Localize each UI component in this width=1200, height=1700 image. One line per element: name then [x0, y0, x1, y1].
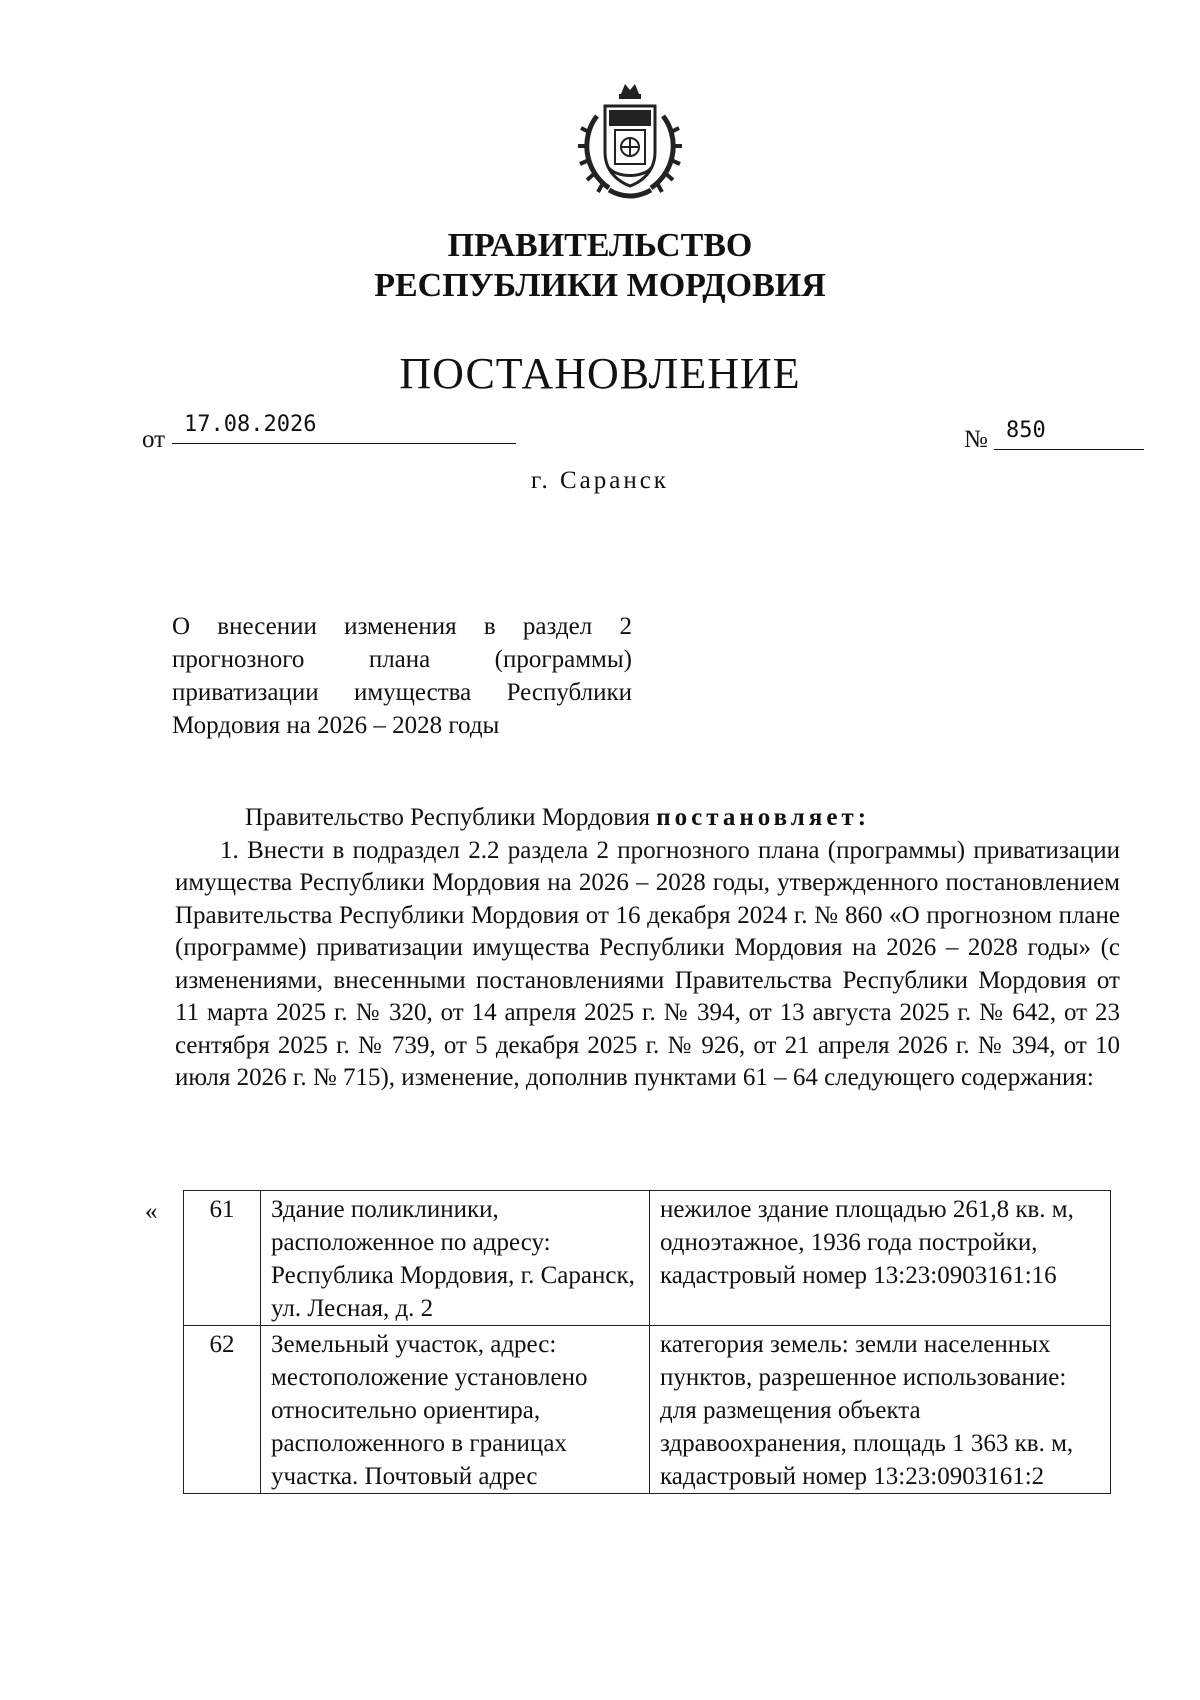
row-number: 62 [184, 1326, 261, 1494]
document-subject: О внесении изменения в раздел 2 прогнозного плана (программы) приватизации имущества Республики Мордовия на 2026 – 2028 годы [172, 613, 632, 739]
number-value: 850 [994, 418, 1144, 450]
opening-quote: « [145, 1198, 158, 1225]
organization-name-line2: РЕСПУБЛИКИ МОРДОВИЯ [374, 267, 826, 304]
table-row [184, 1191, 1111, 1326]
item-1-paragraph: 1. Внести в подраздел 2.2 раздела 2 прогнозного плана (программы) приватизации имущества Республики Мордовия на 2026 – 2028 годы, утвержденного постановлением Правительства Республики Мордовия от 16 декабря 2024 г. № 860 «О прогнозном плане (программе) приватизации имущества Республики Мордовия на 2026 – 2028 годы» (с изменениями, внесенными постановлениями Правительства Республики Мордовия от 11 марта 2025 г. № 320, от 14 апреля 2025 г. № 394, от 13 августа 2025 г. № 642, от 23 сентября 2025 г. № 739, от 5 декабря 2025 г. № 926, от 21 апреля 2026 г. № 394, от 10 июля 2026 г. № 715), изменение, дополнив пунктами 61 – 64 следующего содержания: [175, 836, 1120, 1091]
row-number: 61 [184, 1191, 261, 1326]
table-row [184, 1326, 1111, 1494]
document-body [175, 802, 1120, 1095]
document-type-title: ПОСТАНОВЛЕНИЕ [399, 349, 801, 398]
city-name: г. Саранск [531, 467, 669, 494]
date-value: 17.08.2026 [172, 412, 516, 444]
object-description: нежилое здание площадью 261,8 кв. м, одноэтажное, 1936 года постройки, кадастровый номер 13:23:0903161:16 [650, 1191, 1111, 1326]
intro-verb: постановляет: [656, 804, 871, 831]
object-name: Земельный участок, адрес: местоположение установлено относительно ориентира, расположенного в границах участка. Почтовый адрес [261, 1326, 650, 1494]
intro-text: Правительство Республики Мордовия [245, 804, 657, 831]
intro-paragraph [175, 802, 1120, 835]
organization-name-line1: ПРАВИТЕЛЬСТВО [447, 227, 753, 264]
date-prefix: от [142, 426, 166, 453]
coat-of-arms-icon [575, 80, 685, 204]
privatization-items-table [183, 1190, 1111, 1494]
object-description: категория земель: земли населенных пунктов, разрешенное использование: для размещения объекта здравоохранения, площадь 1 363 кв. м, кадастровый номер 13:23:0903161:2 [650, 1326, 1111, 1494]
object-name: Здание поликлиники, расположенное по адресу: Республика Мордовия, г. Саранск, ул. Лесная, д. 2 [261, 1191, 650, 1326]
number-prefix: № [964, 426, 988, 453]
